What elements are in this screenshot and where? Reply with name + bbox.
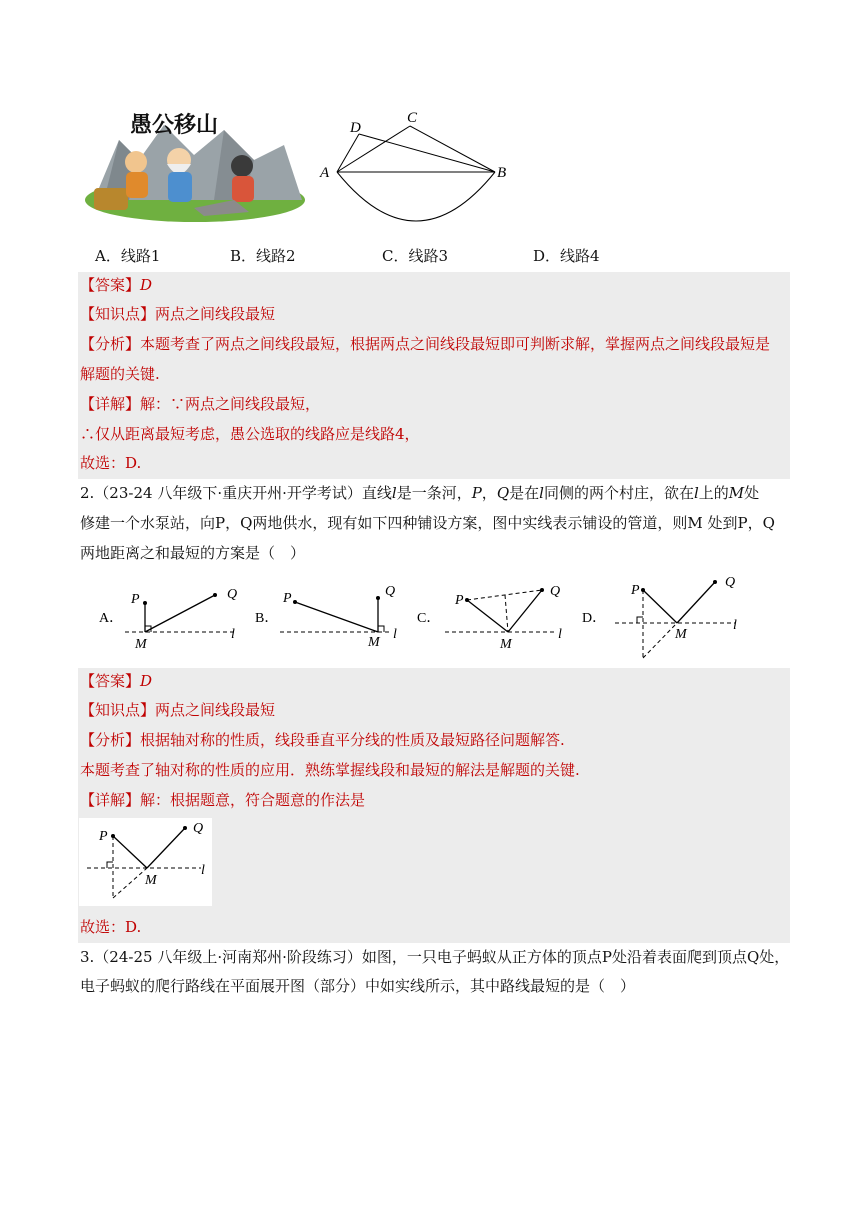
svg-text:P: P [455, 593, 464, 608]
svg-text:Q: Q [725, 575, 736, 590]
svg-text:l: l [733, 618, 737, 633]
q1-detail-3: 故选：D. [80, 454, 142, 472]
q1-options [0, 245, 868, 265]
q1-answer: 【答案】D [80, 276, 153, 294]
svg-text:l: l [201, 863, 205, 878]
q2-stem-1: 2.（23-24 八年级下·重庆开州·开学考试）直线l是一条河，P，Q是在l同侧的两个村庄，欲在l上的M处 [80, 484, 760, 502]
q2-option-d[interactable]: D． [582, 611, 607, 626]
svg-text:l: l [558, 627, 562, 642]
label-A: A [320, 165, 330, 181]
q2-analysis-2: 本题考查了轴对称的性质的应用．熟练掌握线段和最短的解法是解题的关键. [80, 761, 580, 779]
option-a[interactable]: A．线路1 [95, 247, 161, 265]
q2-options-diagram [95, 570, 775, 660]
q1-analysis-1: 【分析】本题考查了两点之间线段最短，根据两点之间线段最短即可判断求解，掌握两点之间线段最短是 [80, 335, 771, 353]
option-d[interactable]: D．线路4 [533, 247, 600, 265]
svg-text:M: M [145, 873, 157, 888]
q2-detail-1: 【详解】解：根据题意，符合题意的作法是 [80, 791, 366, 809]
svg-text:M: M [675, 627, 687, 642]
q2-option-c[interactable]: C． [417, 611, 441, 626]
svg-text:P: P [131, 592, 140, 607]
q2-analysis-1: 【分析】根据轴对称的性质，线段垂直平分线的性质及最短路径问题解答. [80, 731, 565, 749]
yugong-illustration [84, 100, 306, 225]
svg-text:Q: Q [227, 587, 238, 602]
q1-detail-2: ∴仅从距离最短考虑，愚公选取的线路应是线路4， [80, 425, 420, 443]
q3-stem-2: 电子蚂蚁的爬行路线在平面展开图（部分）中如实线所示，其中路线最短的是（ ） [80, 977, 636, 995]
svg-text:l: l [231, 627, 235, 642]
q1-analysis-2: 解题的关键. [80, 365, 160, 383]
svg-text:Q: Q [550, 584, 561, 599]
label-C: C [407, 110, 418, 126]
option-c[interactable]: C．线路3 [382, 247, 449, 265]
q2-detail-2: 故选：D. [80, 918, 142, 936]
q2-stem-3: 两地距离之和最短的方案是（ ） [80, 544, 306, 562]
q2-option-b[interactable]: B． [255, 611, 279, 626]
svg-text:M: M [500, 637, 512, 652]
routes-diagram [315, 100, 515, 250]
svg-text:P: P [283, 591, 292, 606]
label-B: B [497, 165, 507, 181]
svg-text:P: P [631, 583, 640, 598]
q1-knowledge: 【知识点】两点之间线段最短 [80, 305, 276, 323]
q3-stem-1: 3.（24-25 八年级上·河南郑州·阶段练习）如图，一只电子蚂蚁从正方体的顶点P处沿着表面爬到顶点Q处， [80, 948, 790, 966]
q1-detail-1: 【详解】解：∵两点之间线段最短， [80, 395, 321, 413]
q2-knowledge: 【知识点】两点之间线段最短 [80, 701, 276, 719]
svg-text:l: l [393, 627, 397, 642]
svg-text:M: M [368, 635, 380, 650]
illustration-title: 愚公移山 [130, 113, 219, 138]
svg-text:Q: Q [385, 584, 396, 599]
option-b[interactable]: B．线路2 [230, 247, 296, 265]
label-D: D [350, 120, 361, 136]
q2-solution-figure [79, 818, 212, 906]
q2-answer: 【答案】D [80, 672, 153, 690]
svg-text:P: P [99, 829, 108, 844]
svg-text:Q: Q [193, 821, 204, 836]
svg-text:M: M [135, 637, 147, 652]
q2-stem-2: 修建一个水泵站，向P，Q两地供水，现有如下四种铺设方案，图中实线表示铺设的管道，则M 处到P，Q [80, 514, 775, 532]
q2-option-a[interactable]: A． [99, 611, 124, 626]
